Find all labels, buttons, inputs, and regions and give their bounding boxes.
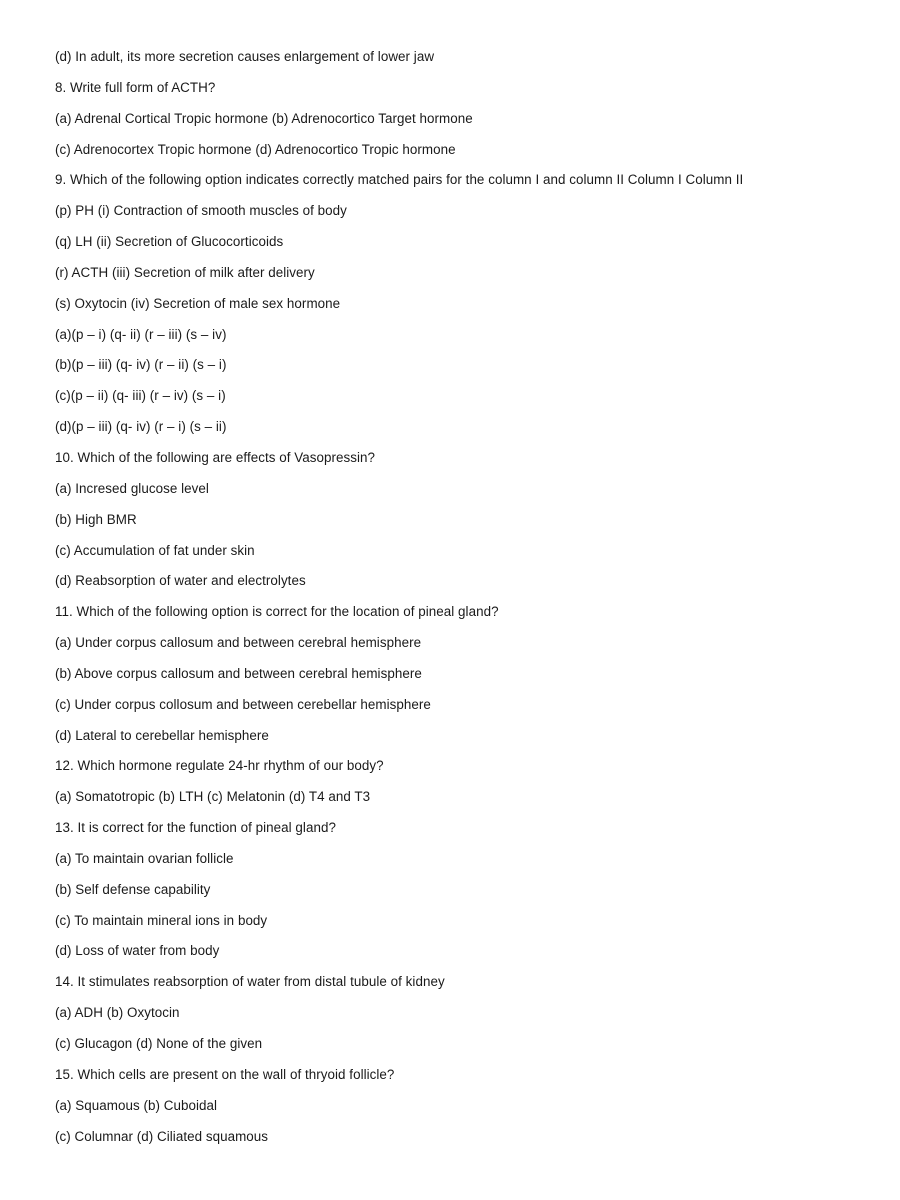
answer-option: (c) Under corpus collosum and between cerebellar hemisphere [55,696,431,712]
answer-option: (d) In adult, its more secretion causes enlargement of lower jaw [55,49,435,64]
question-11: 11. Which of the following option is correct for the location of pineal gland? [55,604,499,620]
answer-option: (d) Loss of water from body [55,943,220,959]
answer-option: (a) Somatotropic (b) LTH (c) Melatonin (d) T4 and T3 [55,789,371,805]
answer-option: (c) Accumulation of fat under skin [55,542,255,558]
document-body [55,47,875,1157]
answer-option: (a) To maintain ovarian follicle [55,850,234,866]
answer-option: (a) ADH (b) Oxytocin [55,1005,180,1021]
question-8: 8. Write full form of ACTH? [55,79,216,95]
question-15: 15. Which cells are present on the wall of thryoid follicle? [55,1066,395,1082]
answer-option: (a) Squamous (b) Cuboidal [55,1097,218,1113]
column-pair: (s) Oxytocin (iv) Secretion of male sex hormone [55,295,341,311]
answer-option: (c) Adrenocortex Tropic hormone (d) Adrenocortico Tropic hormone [55,141,456,157]
question-13: 13. It is correct for the function of pineal gland? [55,820,336,836]
answer-option: (c) Columnar (d) Ciliated squamous [55,1128,269,1144]
answer-option: (c) Glucagon (d) None of the given [55,1036,263,1051]
column-pair: (q) LH (ii) Secretion of Glucocorticoids [55,234,284,250]
answer-option: (a)(p – i) (q- ii) (r – iii) (s – iv) [55,326,227,342]
answer-option: (b) High BMR [55,511,137,527]
question-14: 14. It stimulates reabsorption of water from distal tubule of kidney [55,974,445,990]
answer-option: (a) Under corpus callosum and between cerebral hemisphere [55,635,422,651]
column-pair: (p) PH (i) Contraction of smooth muscles of body [55,203,347,219]
answer-option: (a) Adrenal Cortical Tropic hormone (b) Adrenocortico Target hormone [55,110,473,126]
answer-option: (b)(p – iii) (q- iv) (r – ii) (s – i) [55,357,227,373]
answer-option: (a) Incresed glucose level [55,480,209,496]
answer-option: (b) Self defense capability [55,881,211,897]
question-10: 10. Which of the following are effects of Vasopressin? [55,449,376,465]
answer-option: (d) Reabsorption of water and electrolytes [55,573,306,589]
answer-option: (b) Above corpus callosum and between cerebral hemisphere [55,665,422,681]
column-pair: (r) ACTH (iii) Secretion of milk after delivery [55,264,315,280]
answer-option: (c)(p – ii) (q- iii) (r – iv) (s – i) [55,388,226,404]
question-12: 12. Which hormone regulate 24-hr rhythm of our body? [55,758,384,774]
answer-option: (d) Lateral to cerebellar hemisphere [55,727,269,743]
answer-option: (c) To maintain mineral ions in body [55,912,268,928]
question-9: 9. Which of the following option indicates correctly matched pairs for the column I and column II Column I Column II [55,172,744,188]
answer-option: (d)(p – iii) (q- iv) (r – i) (s – ii) [55,419,227,435]
